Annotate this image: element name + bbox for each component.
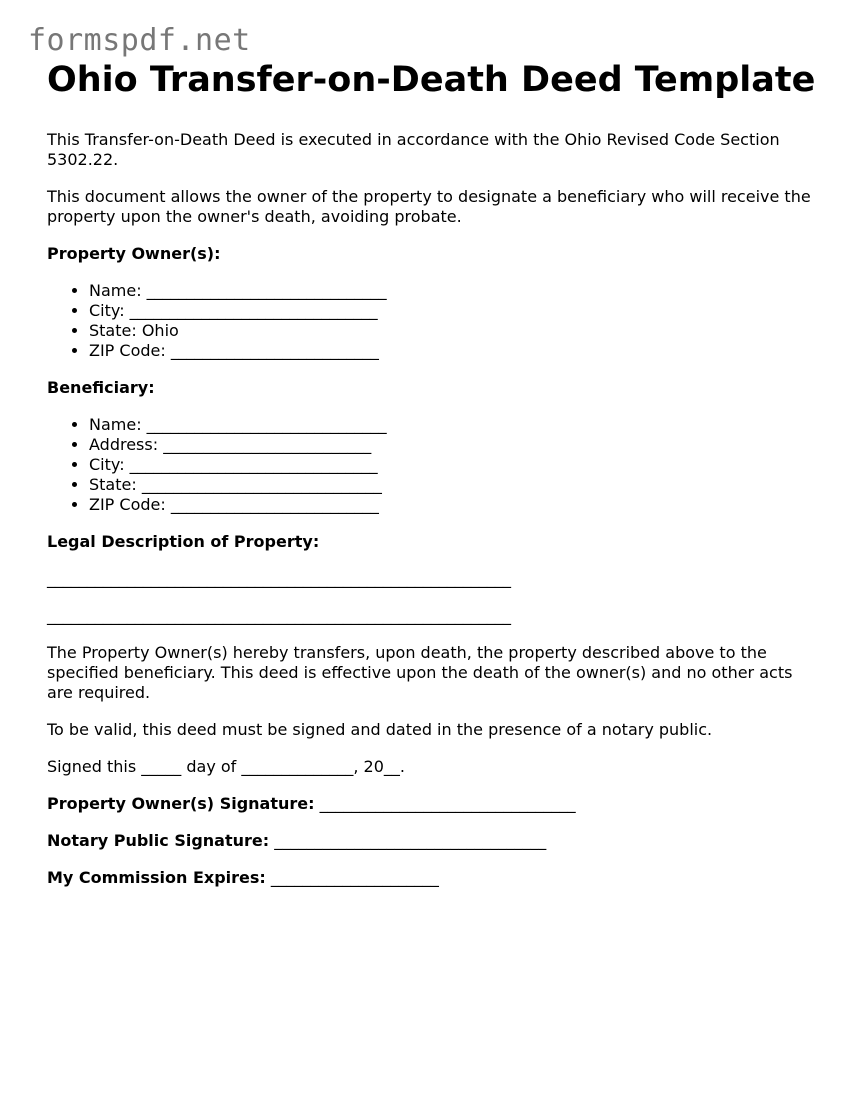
owner-name-field: • Name: ______________________________: [89, 281, 817, 301]
document-title: Ohio Transfer-on-Death Deed Template: [47, 60, 816, 100]
notary-signature-line: [47, 831, 817, 851]
beneficiary-fields-list: [47, 415, 817, 515]
beneficiary-state-field: • State: ______________________________: [89, 475, 817, 495]
owner-state-field: • State: Ohio: [89, 321, 817, 341]
watermark-logo: formspdf.net: [28, 23, 251, 58]
beneficiary-address-field: • Address: __________________________: [89, 435, 817, 455]
legal-description-heading: Legal Description of Property:: [47, 532, 320, 551]
intro-paragraph-2: This document allows the owner of the property to designate a beneficiary who will receive the property upon the owner's death, avoiding probate.: [47, 187, 811, 226]
commission-expiry-label: My Commission Expires:: [47, 868, 266, 887]
document-body: [47, 60, 817, 905]
commission-expiry-line: [47, 868, 817, 888]
transfer-paragraph: The Property Owner(s) hereby transfers, upon death, the property described above to the specified beneficiary. This deed is effective upon the death of the owner(s) and no other acts are required.: [47, 643, 793, 702]
legal-description-line-1: __________________________________________________________: [47, 569, 511, 588]
beneficiary-section-heading: Beneficiary:: [47, 378, 155, 397]
owner-signature-line: [47, 794, 817, 814]
validity-paragraph: To be valid, this deed must be signed and dated in the presence of a notary public.: [47, 720, 713, 739]
commission-expiry-blank: _____________________: [265, 868, 439, 887]
owner-signature-blank: ________________________________: [314, 794, 576, 813]
owner-zip-field: • ZIP Code: __________________________: [89, 341, 817, 361]
owner-city-field: • City: _______________________________: [89, 301, 817, 321]
owner-section-heading: Property Owner(s):: [47, 244, 221, 263]
signed-date-line: Signed this _____ day of ______________, 20__.: [47, 757, 405, 776]
beneficiary-name-field: • Name: ______________________________: [89, 415, 817, 435]
beneficiary-zip-field: • ZIP Code: __________________________: [89, 495, 817, 515]
legal-description-line-2: __________________________________________________________: [47, 606, 511, 625]
beneficiary-city-field: • City: _______________________________: [89, 455, 817, 475]
owner-signature-label: Property Owner(s) Signature:: [47, 794, 315, 813]
notary-signature-label: Notary Public Signature:: [47, 831, 270, 850]
intro-paragraph-1: This Transfer-on-Death Deed is executed in accordance with the Ohio Revised Code Section 5302.22.: [47, 130, 780, 169]
notary-signature-blank: __________________________________: [269, 831, 547, 850]
owner-fields-list: [47, 281, 817, 361]
